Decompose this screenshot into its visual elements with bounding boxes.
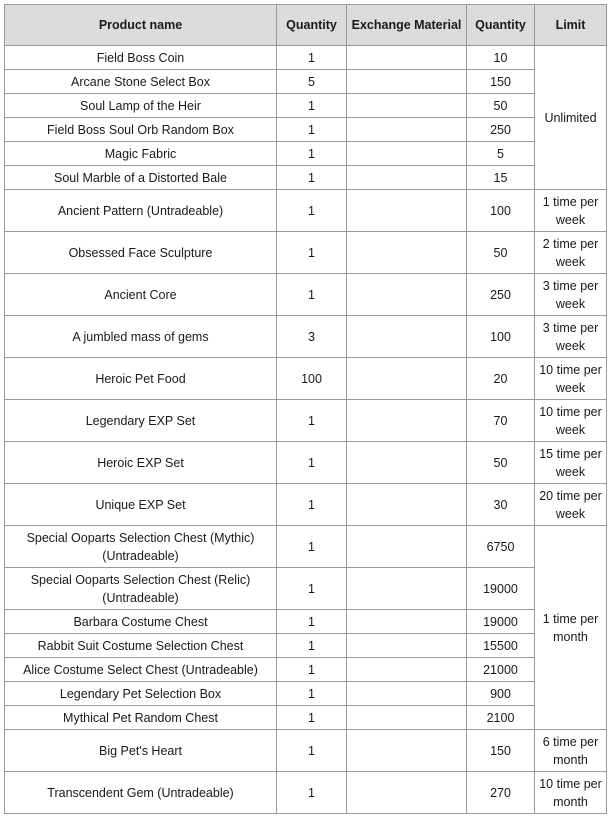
exchange-quantity-cell: 270 [467,772,535,814]
product-name-cell: Special Ooparts Selection Chest (Mythic) (Untradeable) [5,526,277,568]
table-row [5,772,607,814]
exchange-material-cell [347,634,467,658]
quantity-cell: 1 [277,706,347,730]
table-row [5,658,607,682]
exchange-quantity-cell: 100 [467,316,535,358]
exchange-material-cell [347,484,467,526]
exchange-quantity-cell: 15500 [467,634,535,658]
exchange-material-cell [347,316,467,358]
exchange-material-cell [347,190,467,232]
limit-cell: 15 time per week [535,442,607,484]
exchange-material-cell [347,610,467,634]
product-name-cell: Field Boss Soul Orb Random Box [5,118,277,142]
exchange-material-cell [347,730,467,772]
quantity-cell: 1 [277,400,347,442]
table-row [5,232,607,274]
exchange-table [4,4,607,814]
limit-cell: 2 time per week [535,232,607,274]
table-row [5,484,607,526]
exchange-quantity-cell: 50 [467,94,535,118]
product-name-cell: Ancient Pattern (Untradeable) [5,190,277,232]
exchange-quantity-cell: 50 [467,232,535,274]
exchange-quantity-cell: 250 [467,274,535,316]
exchange-material-cell [347,232,467,274]
exchange-material-cell [347,400,467,442]
quantity-cell: 1 [277,232,347,274]
product-name-cell: Soul Marble of a Distorted Bale [5,166,277,190]
exchange-quantity-cell: 20 [467,358,535,400]
limit-cell: 3 time per week [535,316,607,358]
limit-cell: 10 time per week [535,358,607,400]
exchange-quantity-cell: 70 [467,400,535,442]
table-row [5,442,607,484]
quantity-cell: 1 [277,142,347,166]
quantity-cell: 1 [277,94,347,118]
quantity-cell: 1 [277,274,347,316]
table-row [5,526,607,568]
exchange-quantity-cell: 100 [467,190,535,232]
exchange-quantity-cell: 6750 [467,526,535,568]
product-name-cell: Legendary Pet Selection Box [5,682,277,706]
quantity-cell: 1 [277,526,347,568]
exchange-material-cell [347,142,467,166]
table-row [5,358,607,400]
exchange-material-cell [347,706,467,730]
header-row [5,5,607,46]
table-row [5,274,607,316]
quantity-cell: 1 [277,568,347,610]
exchange-quantity-cell: 19000 [467,568,535,610]
table-row [5,94,607,118]
exchange-quantity-cell: 10 [467,46,535,70]
table-row [5,634,607,658]
exchange-material-cell [347,682,467,706]
exchange-material-cell [347,526,467,568]
exchange-quantity-cell: 2100 [467,706,535,730]
product-name-cell: Obsessed Face Sculpture [5,232,277,274]
exchange-material-cell [347,772,467,814]
table-row [5,730,607,772]
quantity-cell: 1 [277,484,347,526]
header-limit: Limit [535,5,607,46]
exchange-material-cell [347,46,467,70]
product-name-cell: Big Pet's Heart [5,730,277,772]
quantity-cell: 1 [277,682,347,706]
exchange-material-cell [347,166,467,190]
table-row [5,682,607,706]
exchange-quantity-cell: 250 [467,118,535,142]
exchange-quantity-cell: 19000 [467,610,535,634]
quantity-cell: 1 [277,634,347,658]
exchange-material-cell [347,658,467,682]
product-name-cell: Special Ooparts Selection Chest (Relic) (Untradeable) [5,568,277,610]
product-name-cell: Legendary EXP Set [5,400,277,442]
exchange-material-cell [347,274,467,316]
product-name-cell: Ancient Core [5,274,277,316]
quantity-cell: 1 [277,610,347,634]
quantity-cell: 1 [277,46,347,70]
table-row [5,118,607,142]
limit-cell: 1 time per month [535,526,607,730]
product-name-cell: Soul Lamp of the Heir [5,94,277,118]
product-name-cell: Rabbit Suit Costume Selection Chest [5,634,277,658]
quantity-cell: 5 [277,70,347,94]
table-row [5,568,607,610]
limit-cell: 10 time per month [535,772,607,814]
exchange-material-cell [347,568,467,610]
exchange-quantity-cell: 900 [467,682,535,706]
product-name-cell: Arcane Stone Select Box [5,70,277,94]
limit-cell: 20 time per week [535,484,607,526]
table-row [5,706,607,730]
exchange-quantity-cell: 50 [467,442,535,484]
quantity-cell: 1 [277,730,347,772]
exchange-material-cell [347,118,467,142]
exchange-quantity-cell: 150 [467,730,535,772]
exchange-quantity-cell: 15 [467,166,535,190]
table-row [5,400,607,442]
exchange-quantity-cell: 5 [467,142,535,166]
limit-cell: 10 time per week [535,400,607,442]
limit-cell: 1 time per week [535,190,607,232]
quantity-cell: 3 [277,316,347,358]
product-name-cell: Transcendent Gem (Untradeable) [5,772,277,814]
header-exchange-quantity: Quantity [467,5,535,46]
limit-cell: Unlimited [535,46,607,190]
header-exchange-material: Exchange Material [347,5,467,46]
header-quantity: Quantity [277,5,347,46]
product-name-cell: Mythical Pet Random Chest [5,706,277,730]
product-name-cell: Heroic EXP Set [5,442,277,484]
product-name-cell: Alice Costume Select Chest (Untradeable) [5,658,277,682]
table-row [5,190,607,232]
table-row [5,70,607,94]
exchange-quantity-cell: 30 [467,484,535,526]
header-product-name: Product name [5,5,277,46]
limit-cell: 6 time per month [535,730,607,772]
exchange-material-cell [347,358,467,400]
quantity-cell: 1 [277,772,347,814]
limit-cell: 3 time per week [535,274,607,316]
product-name-cell: Field Boss Coin [5,46,277,70]
quantity-cell: 1 [277,658,347,682]
quantity-cell: 1 [277,190,347,232]
table-row [5,316,607,358]
quantity-cell: 1 [277,442,347,484]
exchange-material-cell [347,70,467,94]
exchange-quantity-cell: 21000 [467,658,535,682]
product-name-cell: Heroic Pet Food [5,358,277,400]
quantity-cell: 1 [277,118,347,142]
exchange-quantity-cell: 150 [467,70,535,94]
exchange-material-cell [347,442,467,484]
table-row [5,166,607,190]
exchange-material-cell [347,94,467,118]
product-name-cell: Barbara Costume Chest [5,610,277,634]
product-name-cell: A jumbled mass of gems [5,316,277,358]
product-name-cell: Magic Fabric [5,142,277,166]
table-row [5,610,607,634]
quantity-cell: 1 [277,166,347,190]
quantity-cell: 100 [277,358,347,400]
table-row [5,142,607,166]
product-name-cell: Unique EXP Set [5,484,277,526]
table-row [5,46,607,70]
